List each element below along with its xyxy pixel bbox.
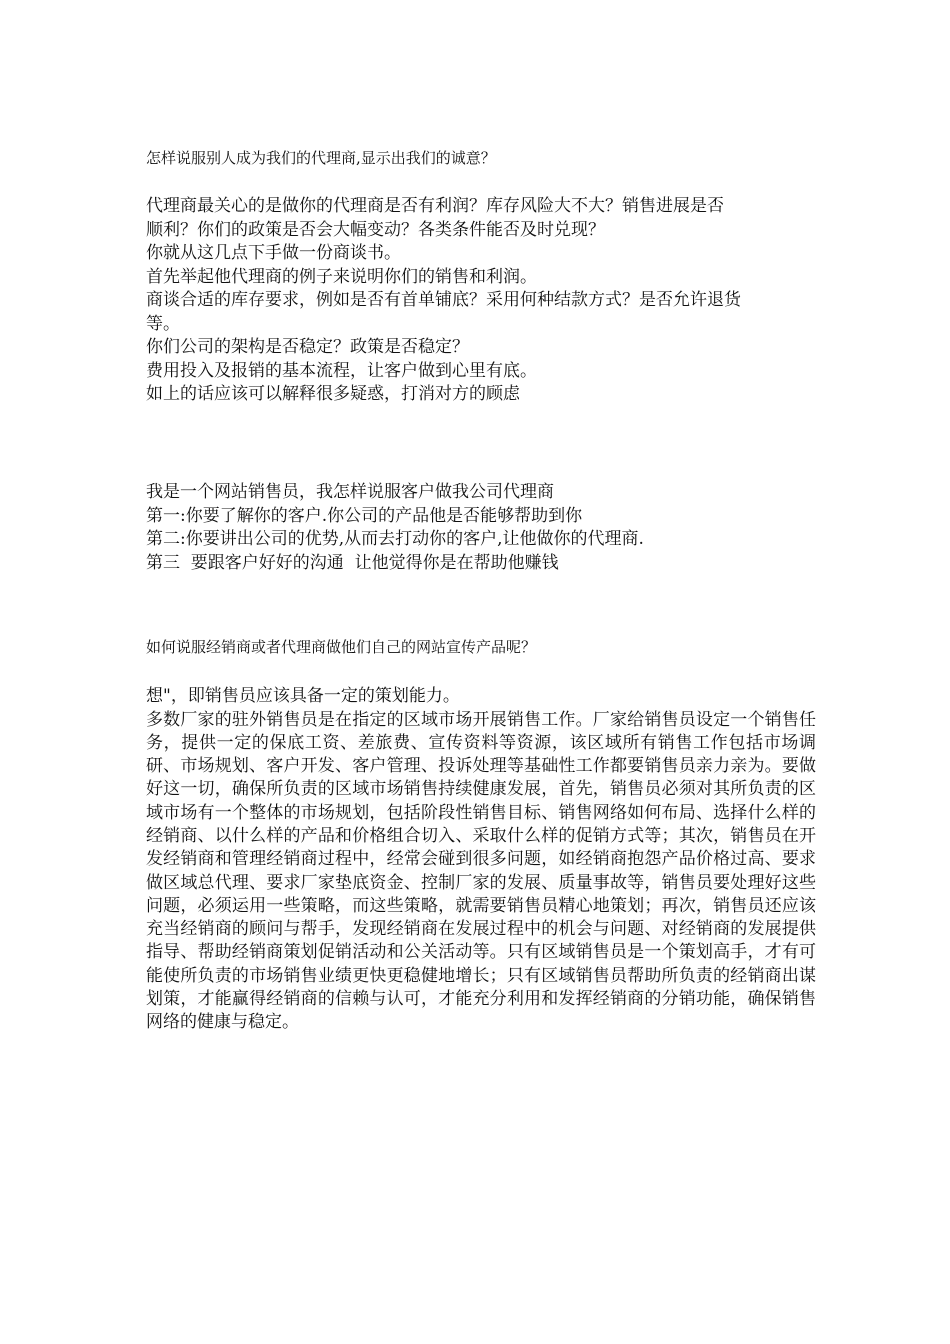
text-line: 顺利？你们的政策是否会大幅变动？各类条件能否及时兑现？ (146, 219, 605, 240)
text-line: 首先举起他代理商的例子来说明你们的销售和利润。 (146, 266, 537, 287)
text-line: 你们公司的架构是否稳定？政策是否稳定？ (146, 337, 469, 357)
text-line: 第二:你要讲出公司的优势,从而去打动你的客户,让他做你的代理商. (146, 529, 644, 549)
intro-line: 想"，即销售员应该具备一定的策划能力。 (146, 686, 460, 706)
text-line: 我是一个网站销售员，我怎样说服客户做我公司代理商 (146, 482, 554, 502)
section-3-body (146, 685, 816, 1035)
text-line: 如上的话应该可以解释很多疑惑，打消对方的顾虑 (146, 384, 520, 404)
text-line: 等。 (146, 313, 180, 334)
section-1-body (146, 195, 816, 407)
question-title: 怎样说服别人成为我们的代理商,显示出我们的诚意？ (146, 149, 496, 167)
body-paragraph: 多数厂家的驻外销售员是在指定的区域市场开展销售工作。厂家给销售员设定一个销售任务，提供一定的保底工资、差旅费、宣传资料等资源，该区域所有销售工作包括市场调研、市场规划、客户开发、客户管理、投诉处理等基础性工作都要销售员亲力亲为。要做好这一切，确保所负责的区域市场销售持续健康发展，首先，销售员必须对其所负责的区域市场有一个整体的市场规划，包括阶段性销售目标、销售网络如何布局、选择什么样的经销商、以什么样的产品和价格组合切入、采取什么样的促销方式等；其次，销售员在开发经销商和管理经销商过程中，经常会碰到很多问题，如经销商抱怨产品价格过高、要求做区域总代理、要求厂家垫底资金、控制厂家的发展、质量事故等，销售员要处理好这些问题，必须运用一些策略，而这些策略，就需要销售员精心地策划；再次，销售员还应该充当经销商的顾问与帮手，发现经销商在发展过程中的机会与问题、对经销商的发展提供指导、帮助经销商策划促销活动和公关活动等。只有区域销售员是一个策划高手，才有可能使所负责的市场销售业绩更快更稳健地增长；只有区域销售员帮助所负责的经销商出谋划策，才能赢得经销商的信赖与认可，才能充分利用和发挥经销商的分销功能，确保销售网络的健康与稳定。 (146, 709, 816, 1033)
question-title: 如何说服经销商或者代理商做他们自己的网站宣传产品呢？ (146, 638, 537, 656)
text-line: 你就从这几点下手做一份商谈书。 (146, 243, 401, 263)
section-1-heading (146, 148, 816, 168)
section-2-body (146, 481, 816, 575)
text-line: 第三 要跟客户好好的沟通 让他觉得你是在帮助他赚钱 (146, 552, 559, 573)
text-line: 代理商最关心的是做你的代理商是否有利润？库存风险大不大？销售进展是否 (146, 196, 724, 216)
text-line: 第一:你要了解你的客户.你公司的产品他是否能够帮助到你 (146, 505, 583, 526)
text-line: 商谈合适的库存要求，例如是否有首单铺底？采用何种结款方式？是否允许退货 (146, 290, 741, 310)
text-line: 费用投入及报销的基本流程，让客户做到心里有底。 (146, 360, 537, 381)
section-3-heading (146, 637, 816, 657)
